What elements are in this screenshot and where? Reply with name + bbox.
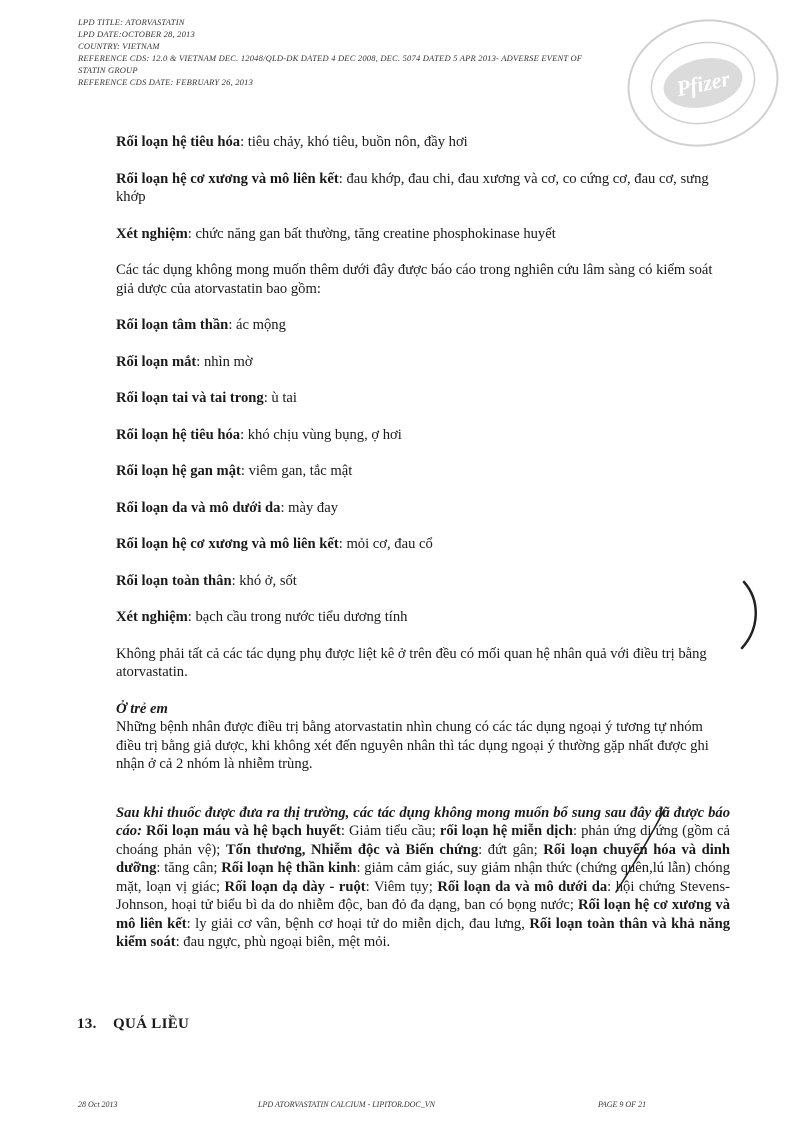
header-reference-cont: STATIN GROUP	[78, 65, 138, 75]
adverse-effect-item	[116, 462, 730, 481]
adverse-effect-category: Xét nghiệm	[116, 609, 188, 625]
postmarketing-category: Rối loạn dạ dày - ruột	[224, 878, 366, 895]
adverse-effect-category: Rối loạn hệ cơ xương và mô liên kết	[116, 170, 339, 187]
adverse-effect-text: : bạch cầu trong nước tiểu dương tính	[187, 609, 408, 625]
intro-paragraph: Các tác dụng không mong muốn thêm dưới đây được báo cáo trong nghiên cứu lâm sàng có kiểm soát giả dược của atorvastatin bao gồm:	[116, 262, 713, 297]
postmarketing-category: Rối loạn hệ thần kinh	[221, 860, 357, 876]
adverse-effect-text: : mỏi cơ, đau cổ	[338, 536, 433, 552]
postmarketing-lead: Sau khi thuốc được đưa ra thị trường, các tác dụng không mong muốn bổ sung sau đây đã được báo cáo:	[116, 804, 730, 839]
adverse-effect-category: Rối loạn mắt	[116, 353, 197, 370]
adverse-effect-category: Rối loạn da và mô dưới da	[116, 499, 281, 516]
postmarketing-category: Rối loạn toàn thân và khả năng kiểm soát	[116, 915, 730, 950]
adverse-effect-item	[116, 535, 730, 554]
adverse-effect-item	[116, 499, 730, 518]
adverse-effect-item	[116, 426, 730, 445]
header-reference: REFERENCE CDS: 12.0 & VIETNAM DEC. 12048/QLD-DK DATED 4 DEC 2008, DEC. 5074 DATED 5 APR 2013- ADVERSE EVENT OF	[78, 53, 583, 63]
postmarketing-text: : phản ứng dị ứng (gồm cả choáng phản vệ);	[116, 823, 731, 858]
adverse-effect-item	[116, 608, 730, 627]
adverse-effect-text: : viêm gan, tắc mật	[240, 463, 353, 479]
adverse-effect-text: : ác mộng	[228, 317, 286, 333]
adverse-effects-list-a	[116, 133, 730, 261]
adverse-effect-category: Rối loạn tai và tai trong	[116, 390, 264, 406]
adverse-effect-text: : mày đay	[280, 499, 338, 516]
section-13-heading	[77, 1016, 189, 1033]
adverse-effect-item	[116, 170, 730, 207]
postmarketing-category: Tổn thương, Nhiễm độc và Biến chứng	[225, 841, 479, 858]
adverse-effect-text: : khó chịu vùng bụng, ợ hơi	[240, 426, 402, 443]
postmarketing-text: : ly giải cơ vân, bệnh cơ hoại tử do miễn dịch, đau lưng,	[186, 915, 530, 932]
footer-date: 28 Oct 2013	[78, 1100, 118, 1109]
adverse-effect-item	[116, 316, 730, 335]
postmarketing-text: : Viêm tụy;	[365, 878, 438, 895]
section-title: QUÁ LIỀU	[113, 1016, 190, 1032]
adverse-effects-list-b	[116, 316, 730, 645]
postmarketing-text: : giảm cảm giác, suy giảm nhận thức (chứng quên,lú lẫn) chóng mặt, loạn vị giác;	[116, 860, 731, 895]
causality-paragraph: Không phải tất cả các tác dụng phụ được liệt kê ở trên đều có mối quan hệ nhân quả với điều trị bằng atorvastatin.	[116, 645, 707, 680]
postmarketing-category: Rối loạn máu và hệ bạch huyết	[141, 823, 341, 839]
postmarketing-category: Rối loạn hệ cơ xương và mô liên kết	[116, 897, 730, 932]
adverse-effect-text: : đau khớp, đau chi, đau xương và cơ, co cứng cơ, đau cơ, sưng khớp	[116, 170, 709, 205]
postmarketing-text: : đứt gân;	[478, 841, 544, 858]
postmarketing-text: : hội chứng Stevens-Johnson, hoại tử biểu bì da do nhiễm độc, ban đỏ đa dạng, ban có bọng nước;	[116, 878, 730, 913]
adverse-effect-text: : khó ở, sốt	[231, 572, 297, 589]
adverse-effect-text: : ù tai	[263, 390, 297, 406]
section-number: 13.	[77, 1016, 97, 1032]
header-country: COUNTRY: VIETNAM	[78, 41, 160, 51]
children-paragraph: Những bệnh nhân được điều trị bằng atorvastatin nhìn chung có các tác dụng ngoại ý tương tự nhóm điều trị bằng giả dược, khi không xét đến nguyên nhân thì tác dụng ngoại ý thường gặp nhất được ghi nhận ở cả 2 nhóm là nhiễm trùng.	[116, 719, 709, 772]
adverse-effect-text: : chức năng gan bất thường, tăng creatine phosphokinase huyết	[187, 225, 556, 242]
header-reference-date: REFERENCE CDS DATE: FEBRUARY 26, 2013	[78, 77, 254, 87]
postmarketing-text: : đau ngực, phù ngoại biên, mệt mỏi.	[175, 934, 391, 950]
postmarketing-category: Rối loạn chuyển hóa và dinh dưỡng	[116, 841, 730, 876]
header-date: LPD DATE:OCTOBER 28, 2013	[78, 29, 195, 39]
adverse-effect-category: Rối loạn hệ cơ xương và mô liên kết	[116, 536, 339, 552]
header-title: LPD TITLE: ATORVASTATIN	[78, 17, 185, 27]
adverse-effect-category: Rối loạn toàn thân	[116, 572, 232, 589]
stamp-label: Pfizer	[674, 65, 732, 102]
adverse-effect-text: : tiêu chảy, khó tiêu, buồn nôn, đầy hơi	[240, 134, 468, 150]
adverse-effect-category: Xét nghiệm	[116, 225, 188, 242]
children-heading: Ở trẻ em	[116, 700, 168, 717]
adverse-effect-item	[116, 225, 730, 244]
adverse-effect-text: : nhìn mờ	[196, 353, 253, 370]
postmarketing-category: rối loạn hệ miễn dịch	[439, 823, 573, 839]
adverse-effect-item	[116, 133, 730, 152]
adverse-effect-category: Rối loạn hệ gan mật	[116, 463, 241, 479]
margin-handwritten-bracket	[736, 580, 766, 650]
handwritten-slash-mark	[596, 806, 676, 896]
adverse-effect-category: Rối loạn hệ tiêu hóa	[116, 134, 241, 150]
adverse-effect-category: Rối loạn hệ tiêu hóa	[116, 426, 241, 443]
adverse-effect-category: Rối loạn tâm thần	[116, 317, 229, 333]
postmarketing-text: : tăng cân;	[156, 860, 222, 876]
footer-doc-name: LPD ATORVASTATIN CALCIUM - LIPITOR.DOC_VN	[258, 1100, 435, 1109]
postmarketing-text: : Giảm tiểu cầu;	[340, 823, 440, 839]
adverse-effect-item	[116, 572, 730, 591]
footer-page-number: PAGE 9 OF 21	[598, 1100, 647, 1109]
adverse-effect-item	[116, 389, 730, 408]
postmarketing-category: Rối loạn da và mô dưới da	[437, 878, 608, 895]
adverse-effect-item	[116, 353, 730, 372]
